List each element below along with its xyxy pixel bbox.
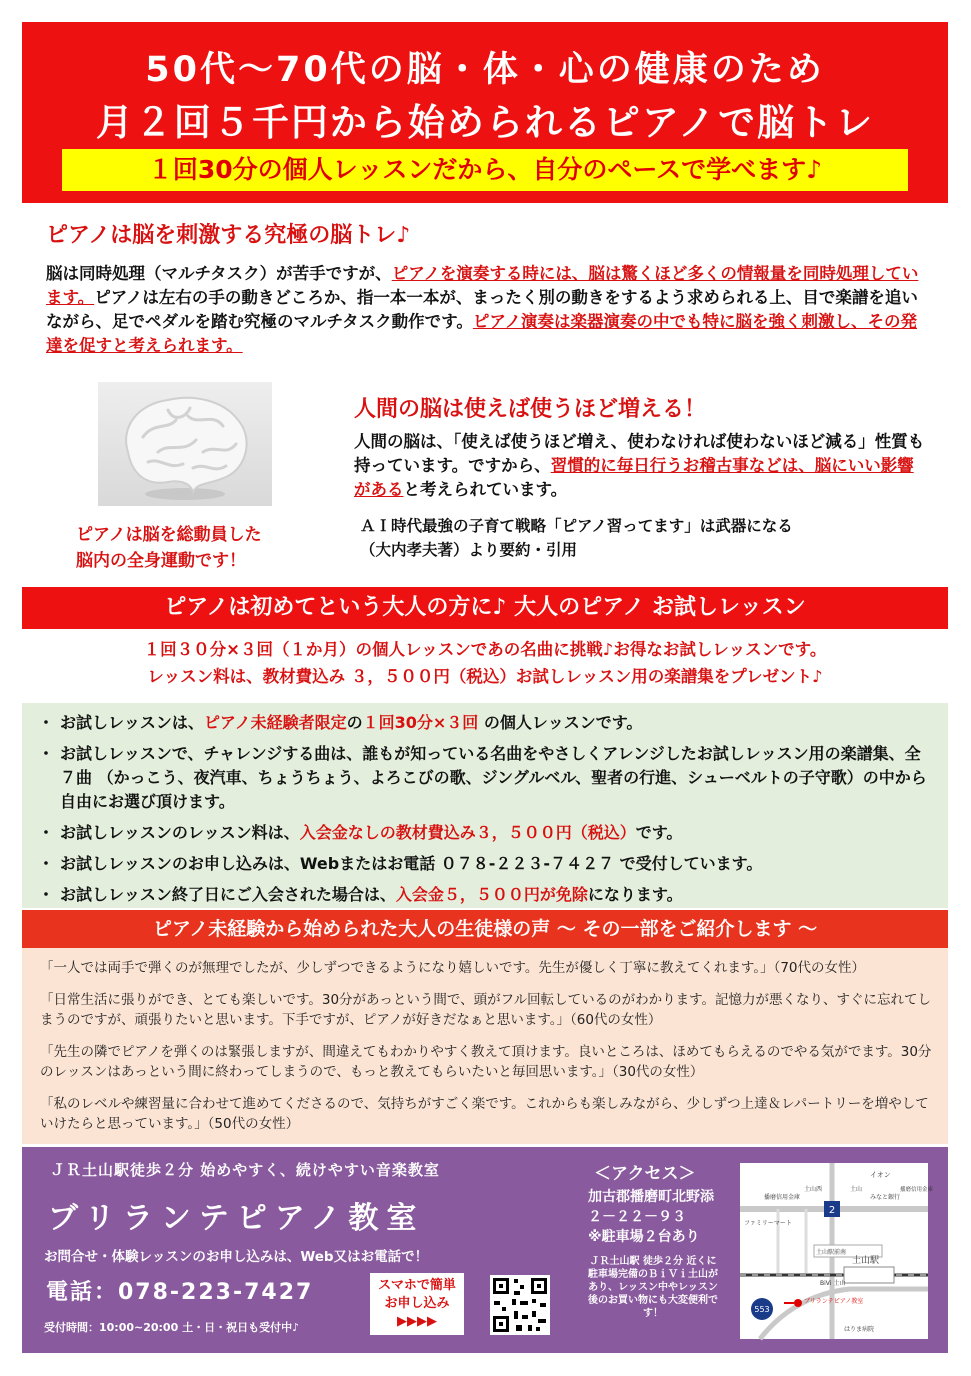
list-item [38,711,928,735]
map-tsuchiyama: 土山 [850,1186,863,1193]
bullet-dot: ・ [38,854,55,873]
bullet4-text: お試しレッスンのお申し込みは、Webまたはお電話 ０７８-２２３-７４２７ で受付しています。 [60,854,763,873]
bullet1-text-e: の個人レッスンです。 [478,713,643,732]
section1-text-b: ピアノを演奏する時には、脳は驚くほど多くの情報量を同時処理しています。 [46,264,919,307]
voice-4: 「私のレベルや練習量に合わせて進めてくださるので、気持ちがすごく楽です。これからも楽しみながら、少しずつ上達＆レパートリーを増やしていけたらと思っています。」（50代の女性） [40,1096,929,1132]
voice-3: 「先生の隣でピアノを弾くのは緊張しますが、間違えてもわかりやすく教えて頂けます。良いところは、ほめてもらえるのでやる気がでます。30分のレッスンはあっという間に終わってしまうので、もっと教えてもらいたいと毎回思います。」（30代の女性） [40,1044,932,1080]
apply-button-arrows: ▶▶▶▶ [397,1314,437,1329]
map-aeon: イオン [870,1171,891,1179]
section2-title: 人間の脳は使えば使うほど増える！ [354,397,707,422]
source-book-title: ＡＩ時代最強の子育て戦略「ピアノ習ってます」は武器になる [360,517,793,535]
source-author: （大内孝夫著）より要約・引用 [360,541,578,559]
access-map [740,1163,934,1339]
bullet-dot: ・ [38,713,55,732]
header-banner [22,22,948,203]
section1-text-d: ピアノ演奏は楽器演奏の中でも特に脳を強く刺激し、その発達を促すと考えられます。 [46,312,918,355]
brain-image [98,382,272,506]
smartphone-apply-button[interactable] [370,1273,464,1335]
map-station-south: 土山駅前南 [816,1249,847,1256]
section1-paragraph [46,262,932,358]
parking-info: ※駐車場２台あり [588,1229,700,1245]
trial-details-box [22,703,948,908]
footer-hours: 受付時間：10:00~20:00 土・日・祝日も受付中♪ [44,1321,300,1334]
access-title: ＜アクセス＞ [594,1164,696,1184]
map-tsuchiyama-nishi: 土山西 [804,1186,823,1193]
bullet1-text-b: ピアノ未経験者限定 [203,713,347,732]
trial-summary-line-1: １回３０分×３回（１か月）の個人レッスンであの名曲に挑戦♪お得なお試しレッスンです。 [143,640,827,659]
footer-inquiry: お問合せ・体験レッスンのお申し込みは、Web又はお電話で！ [44,1249,429,1265]
map-station: 土山駅 [852,1256,880,1266]
bullet-dot: ・ [38,744,55,763]
bullet5-text-a: お試しレッスン終了日にご入会された場合は、 [60,885,396,904]
brain-caption [76,522,262,574]
trial-lesson-banner: ピアノは初めてという大人の方に♪ 大人のピアノ お試しレッスン [22,587,948,629]
voice-1: 「一人では両手で弾くのが無理でしたが、少しずつできるようになり嬉しいです。先生が優しく丁寧に教えてくれます。」（70代の女性） [40,960,866,976]
map-brillante: ブリランテピアノ教室 [804,1298,864,1305]
apply-button-line-1: スマホで簡単 [378,1278,456,1293]
trial-summary-line-2: レッスン料は、教材費込み ３，５００円（税込）お試しレッスン用の楽譜集をプレゼント♪ [147,667,823,686]
section2-source [360,514,940,562]
voices-banner: ピアノ未経験から始められた大人の生徒様の声 ～ その一部をご紹介します ～ [22,910,948,948]
bullet1-text-a: お試しレッスンは、 [60,713,204,732]
section1-title: ピアノは脳を刺激する究極の脳トレ♪ [46,223,411,248]
map-library: 播磨信用金庫 [900,1187,934,1193]
header-subtitle-band: １回30分の個人レッスンだから、自分のペースで学べます♪ [62,149,908,191]
section2-text-c: と考えられています。 [403,480,568,499]
section1-text-a: 脳は同時処理（マルチタスク）が苦手ですが、 [46,264,392,283]
qr-code[interactable] [490,1275,550,1335]
map-graphic [740,1163,934,1339]
section2-text-b: 習慣的に毎日行うお稽古事などは、脳にいい影響がある [354,456,914,499]
brain-caption-line-2: 脳内の全身運動です！ [76,551,246,571]
map-bivi: BiVi 土山 [820,1280,846,1287]
map-familymart: ファミリーマート [744,1220,792,1227]
access-note: ＪＲ土山駅 徒歩２分 近くに駐車場完備のＢｉＶｉ土山があり、レッスン中やレッスン後のお買い物にも大変便利です！ [588,1256,718,1319]
access-address [588,1187,714,1247]
bullet-dot: ・ [38,885,55,904]
list-item [38,742,928,814]
footer-tagline: ＪＲ土山駅徒歩２分 始めやすく、続けやすい音楽教室 [50,1161,440,1179]
list-item [38,883,928,907]
bullet3-text-a: お試しレッスンのレッスン料は、 [60,823,300,842]
school-name: ブリランテピアノ教室 [48,1201,425,1236]
map-route-553: 553 [754,1305,770,1314]
section2-text-a: 人間の脳は、「使えば使うほど増え、使わなければ使わないほど減る」性質も持っています。ですから、 [354,432,925,475]
header-line-1: 50代～70代の脳・体・心の健康のため [145,50,825,90]
brain-caption-line-1: ピアノは脳を総動員した [76,525,262,545]
map-bank: 播磨信用金庫 [764,1194,801,1201]
bullet3-text-c: です。 [635,823,683,842]
footer [22,1147,948,1353]
footer-phone[interactable]: 電話：078-223-7427 [46,1280,314,1305]
section1-text-c: ピアノは左右の手の動きどころか、指一本一本が、まったく別の動きをするよう求められる上、目で楽譜を追いながら、足でペダルを踏む究極のマルチタスク動作です。 [46,288,918,331]
bullet-dot: ・ [38,823,55,842]
map-hospital: はりま病院 [844,1326,875,1333]
voices-box [22,948,948,1144]
bullet3-text-b: 入会金なしの教材費込み３，５００円（税込） [299,823,636,842]
map-minato-bank: みなと銀行 [870,1194,901,1201]
bullet2-text: お試しレッスンで、チャレンジする曲は、誰もが知っている名曲をやさしくアレンジしたお試しレッスン用の楽譜集、全７曲 （かっこう、夜汽車、ちょうちょう、よろこびの歌、ジングルベル、聖者の行進、シューベルトの子守歌）の中から自由にお選び頂けます。 [60,744,927,811]
map-route-2: 2 [828,1205,836,1216]
list-item [38,821,928,845]
trial-details-list [38,711,928,914]
qr-code-icon [490,1275,550,1335]
address-line-2: ２－２２－９３ [588,1209,686,1225]
bullet1-text-d: １回30分×３回 [362,713,479,732]
trial-lesson-summary [22,636,948,690]
voice-2: 「日常生活に張りができ、とても楽しいです。30分があっという間で、頭がフル回転しているのがわかります。記憶力が悪くなり、すぐに忘れてしまうのですが、頑張りたいと思います。下手ですが、ピアノが好きだなぁと思います。」（60代の女性） [40,992,932,1028]
bullet5-text-b: 入会金５，５００円が免除 [395,885,588,904]
bullet5-text-c: になります。 [587,885,683,904]
header-line-2: 月２回５千円から始められるピアノで脳トレ [95,101,875,144]
brain-icon [98,382,272,506]
list-item [38,852,928,876]
section2-paragraph [354,430,926,502]
apply-button-line-2: お申し込み [384,1296,450,1311]
bullet1-text-c: の [346,713,363,732]
address-line-1: 加古郡播磨町北野添 [588,1189,714,1205]
